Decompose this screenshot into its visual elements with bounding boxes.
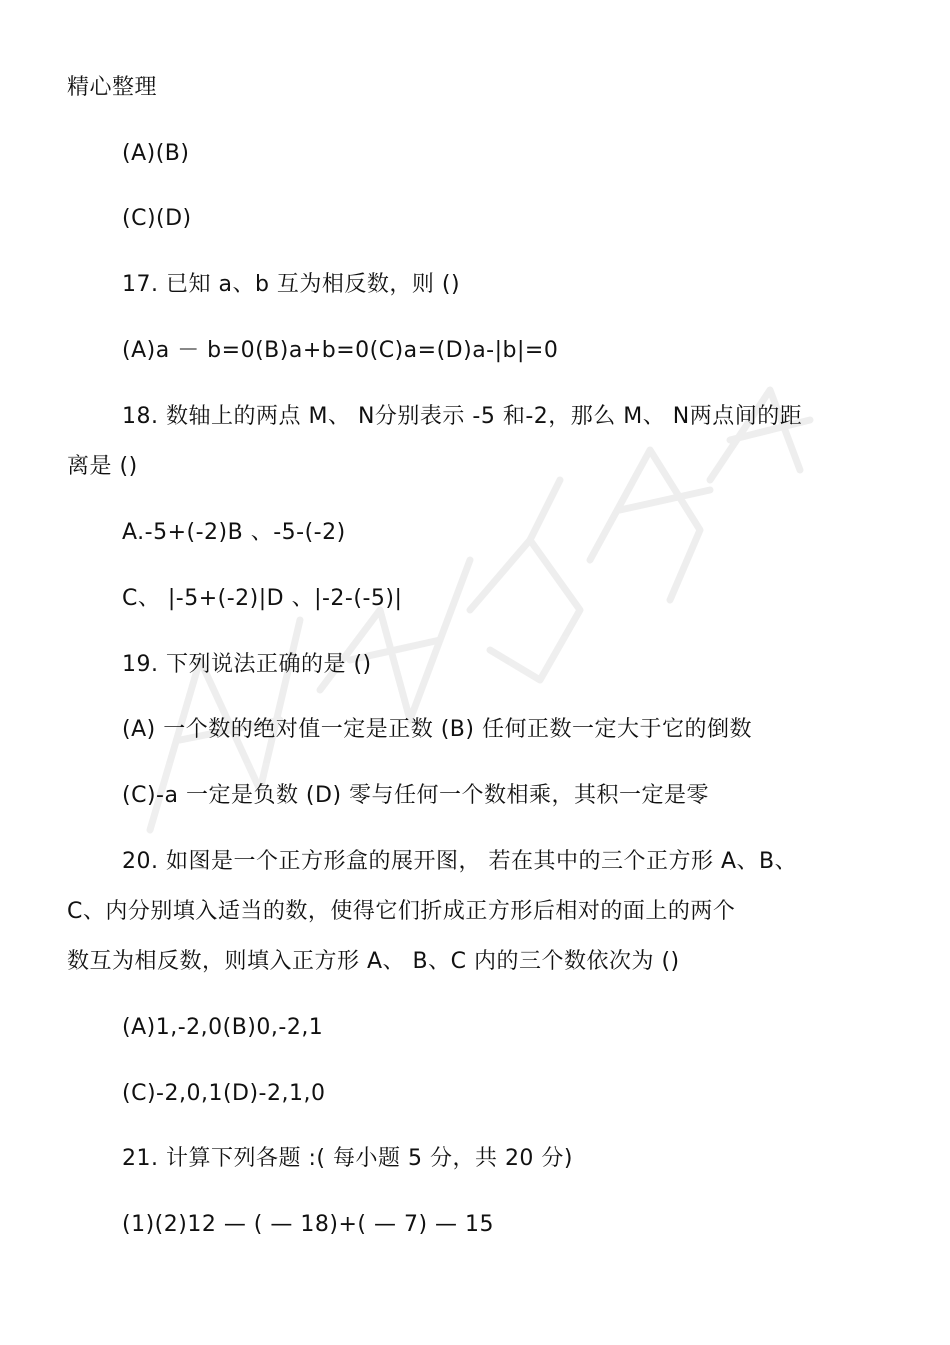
question-18-options-cd: C、 |-5+(-2)|D 、|-2-(-5)| — [122, 586, 403, 611]
question-19-options-cd: (C)-a 一定是负数 (D) 零与任何一个数相乘，其积一定是零 — [122, 783, 710, 808]
question-17-options: (A)a － b=0(B)a+b=0(C)a=(D)a-|b|=0 — [122, 338, 559, 363]
question-20-options-ab: (A)1,-2,0(B)0,-2,1 — [122, 1015, 324, 1040]
question-20: 20. 如图是一个正方形盒的展开图， 若在其中的三个正方形 A、B、 — [122, 849, 798, 874]
option-line-cd: (C)(D) — [122, 206, 192, 231]
question-20-options-cd: (C)-2,0,1(D)-2,1,0 — [122, 1081, 326, 1106]
question-21-part: (1)(2)12 — ( — 18)+( — 7) — 15 — [122, 1212, 495, 1237]
question-17: 17. 已知 a、b 互为相反数，则 () — [122, 272, 461, 297]
question-20-continued-1: C、内分别填入适当的数，使得它们折成正方形后相对的面上的两个 — [67, 899, 736, 924]
question-20-continued-2: 数互为相反数，则填入正方形 A、 B、C 内的三个数依次为 () — [67, 949, 680, 974]
option-line-ab: (A)(B) — [122, 141, 190, 166]
question-19-options-ab: (A) 一个数的绝对值一定是正数 (B) 任何正数一定大于它的倒数 — [122, 717, 752, 742]
question-18-continued: 离是 () — [67, 454, 138, 479]
question-19: 19. 下列说法正确的是 () — [122, 652, 372, 677]
question-21: 21. 计算下列各题 :( 每小题 5 分，共 20 分) — [122, 1146, 574, 1171]
question-18-options-ab: A.-5+(-2)B 、-5-(-2) — [122, 520, 346, 545]
page-header-title: 精心整理 — [67, 75, 158, 100]
question-18: 18. 数轴上的两点 M、 N分别表示 -5 和-2，那么 M、 N两点间的距 — [122, 404, 803, 429]
